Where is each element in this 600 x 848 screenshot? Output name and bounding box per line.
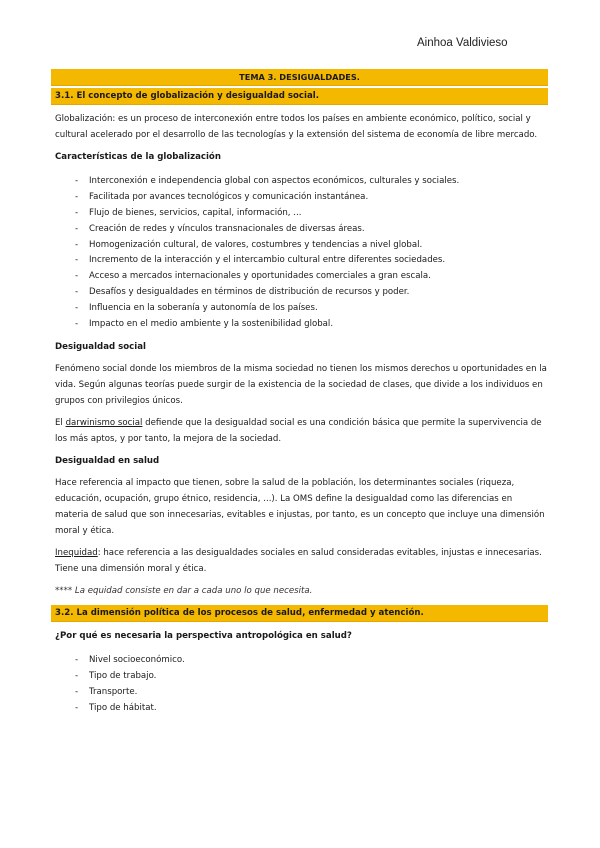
- list-item: - Creación de redes y vínculos transnacionales de diversas áreas.: [51, 222, 548, 238]
- dash-bullet: -: [75, 287, 79, 298]
- dash-bullet: -: [75, 686, 79, 697]
- factors-list: [51, 653, 548, 717]
- document-title: TEMA 3. DESIGUALDADES.: [51, 69, 548, 86]
- list-item: - Homogenización cultural, de valores, costumbres y tendencias a nivel global.: [51, 238, 548, 254]
- dash-bullet: -: [75, 319, 79, 330]
- document-body: [51, 69, 548, 716]
- list-item: - Nivel socioeconómico.: [51, 653, 548, 669]
- dash-bullet: -: [75, 239, 79, 250]
- list-item: - Transporte.: [51, 685, 548, 701]
- social-inequality-heading: Desigualdad social: [55, 341, 146, 352]
- characteristics-heading: Características de la globalización: [55, 152, 221, 162]
- inequity-paragraph: Inequidad: hace referencia a las desigualdades sociales en salud consideradas evitables, injustas e innecesarias. Tiene una dimensión moral y ética.: [55, 547, 542, 574]
- author-name: Ainhoa Valdivieso: [417, 37, 508, 49]
- dash-bullet: -: [75, 207, 79, 218]
- list-item: - Facilitada por avances tecnológicos y comunicación instantánea.: [51, 190, 548, 206]
- social-inequality-text: Fenómeno social donde los miembros de la misma sociedad no tienen los mismos derechos u oportunidades en la vida. Según algunas teorías puede surgir de la existencia de la sociedad de clases, que divide a los individuos en grupos con privilegios únicos.: [55, 363, 547, 406]
- list-item: - Influencia en la soberanía y autonomía de los países.: [51, 301, 548, 317]
- dash-bullet: -: [75, 303, 79, 314]
- anthropology-question: ¿Por qué es necesaria la perspectiva antropológica en salud?: [55, 630, 352, 641]
- list-item: - Incremento de la interacción y el intercambio cultural entre diferentes sociedades.: [51, 253, 548, 269]
- health-inequality-text: Hace referencia al impacto que tienen, sobre la salud de la población, los determinantes sociales (riqueza, educación, ocupación, grupo étnico, residencia, ...). La OMS define la desigualdad como las diferencias en materia de salud que son innecesarias, evitables e injustas, por tanto, es un concepto que incluye una dimensión moral y ética.: [55, 477, 545, 536]
- darwinism-paragraph: El darwinismo social defiende que la desigualdad social es una condición básica que permite la supervivencia de los más aptos, y por tanto, la mejora de la sociedad.: [55, 417, 542, 444]
- dash-bullet: -: [75, 670, 79, 681]
- list-item: - Tipo de trabajo.: [51, 669, 548, 685]
- darwinism-term: darwinismo social: [65, 417, 143, 428]
- list-item: - Impacto en el medio ambiente y la sostenibilidad global.: [51, 317, 548, 333]
- list-item: - Acceso a mercados internacionales y oportunidades comerciales a gran escala.: [51, 269, 548, 285]
- health-inequality-heading: Desigualdad en salud: [55, 455, 160, 466]
- list-item: - Tipo de hábitat.: [51, 701, 548, 717]
- dash-bullet: -: [75, 271, 79, 282]
- dash-bullet: -: [75, 255, 79, 266]
- section-heading-3-2: 3.2. La dimensión política de los procesos de salud, enfermedad y atención.: [51, 605, 548, 622]
- dash-bullet: -: [75, 176, 79, 186]
- dash-bullet: -: [75, 223, 79, 234]
- equity-note: **** La equidad consiste en dar a cada uno lo que necesita.: [55, 585, 313, 596]
- globalization-definition: Globalización: es un proceso de interconexión entre todos los países en ambiente económico, político, social y cultural acelerado por el desarrollo de las tecnologías y la extensión del sistema de economía de libre mercado.: [55, 114, 538, 140]
- characteristics-list: [51, 174, 548, 333]
- dash-bullet: -: [75, 654, 79, 665]
- dash-bullet: -: [75, 702, 79, 713]
- list-item: - Interconexión e independencia global con aspectos económicos, culturales y sociales.: [51, 174, 548, 190]
- section-heading-3-1: 3.1. El concepto de globalización y desigualdad social.: [51, 88, 548, 105]
- list-item: - Flujo de bienes, servicios, capital, información, ...: [51, 206, 548, 222]
- list-item: - Desafíos y desigualdades en términos de distribución de recursos y poder.: [51, 285, 548, 301]
- inequity-term: Inequidad: [55, 547, 98, 558]
- dash-bullet: -: [75, 191, 79, 202]
